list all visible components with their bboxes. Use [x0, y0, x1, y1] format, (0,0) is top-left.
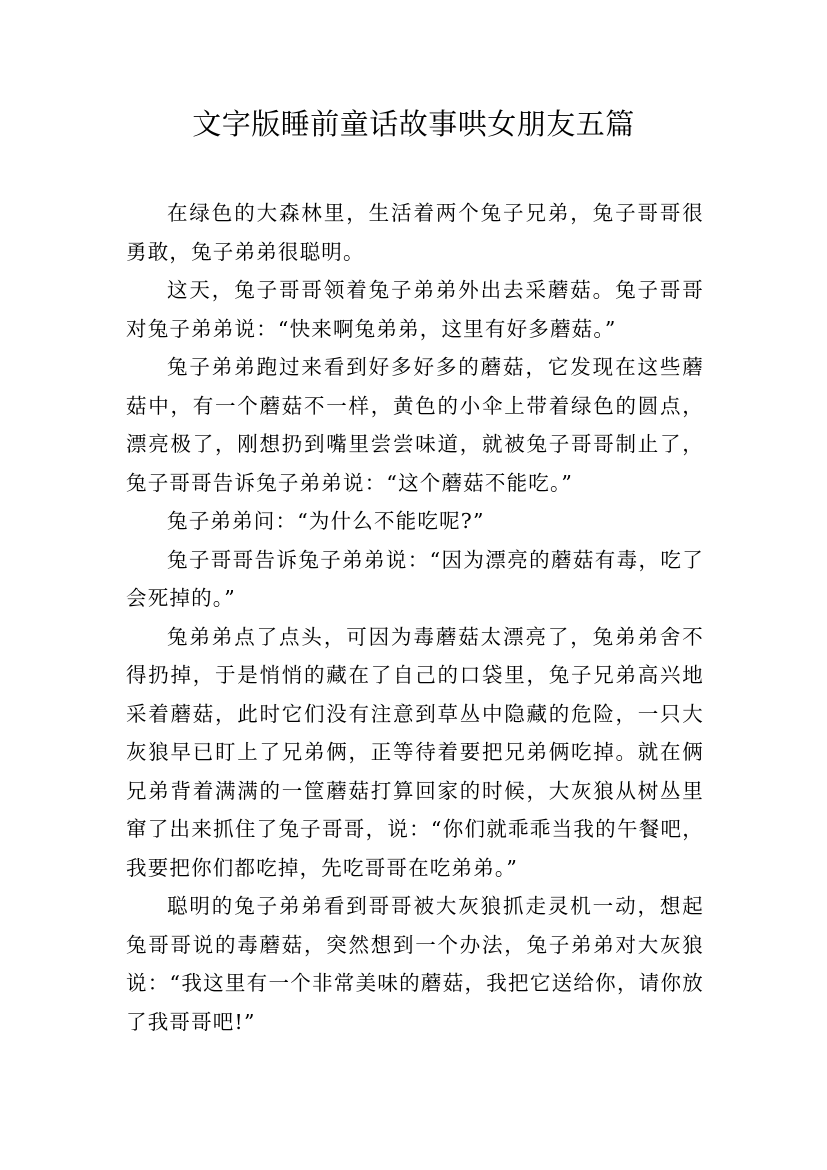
paragraph: 这天，兔子哥哥领着兔子弟弟外出去采蘑菇。兔子哥哥对兔子弟弟说：“快来啊兔弟弟，这里有好多蘑菇。” [126, 278, 704, 341]
paragraph: 兔子弟弟问：“为什么不能吃呢?” [167, 509, 485, 533]
document-body [126, 194, 704, 1041]
paragraph: 聪明的兔子弟弟看到哥哥被大灰狼抓走灵机一动，想起兔哥哥说的毒蘑菇，突然想到一个办法，兔子弟弟对大灰狼说：“我这里有一个非常美味的蘑菇，我把它送给你，请你放了我哥哥吧!” [126, 894, 704, 1034]
paragraph: 兔子哥哥告诉兔子弟弟说：“因为漂亮的蘑菇有毒，吃了会死掉的。” [126, 547, 704, 610]
paragraph: 兔子弟弟跑过来看到好多好多的蘑菇，它发现在这些蘑菇中，有一个蘑菇不一样，黄色的小伞上带着绿色的圆点，漂亮极了，刚想扔到嘴里尝尝味道，就被兔子哥哥制止了，兔子哥哥告诉兔子弟弟说：“这个蘑菇不能吃。” [126, 355, 704, 495]
document-title: 文字版睡前童话故事哄女朋友五篇 [192, 107, 635, 141]
paragraph: 在绿色的大森林里，生活着两个兔子兄弟，兔子哥哥很勇敢，兔子弟弟很聪明。 [126, 201, 704, 264]
paragraph: 兔弟弟点了点头，可因为毒蘑菇太漂亮了，兔弟弟舍不得扔掉，于是悄悄的藏在了自己的口袋里，兔子兄弟高兴地采着蘑菇，此时它们没有注意到草丛中隐藏的危险，一只大灰狼早已盯上了兄弟俩，正等待着要把兄弟俩吃掉。就在俩兄弟背着满满的一筐蘑菇打算回家的时候，大灰狼从树丛里窜了出来抓住了兔子哥哥，说：“你们就乖乖当我的午餐吧，我要把你们都吃掉，先吃哥哥在吃弟弟。” [126, 624, 704, 880]
